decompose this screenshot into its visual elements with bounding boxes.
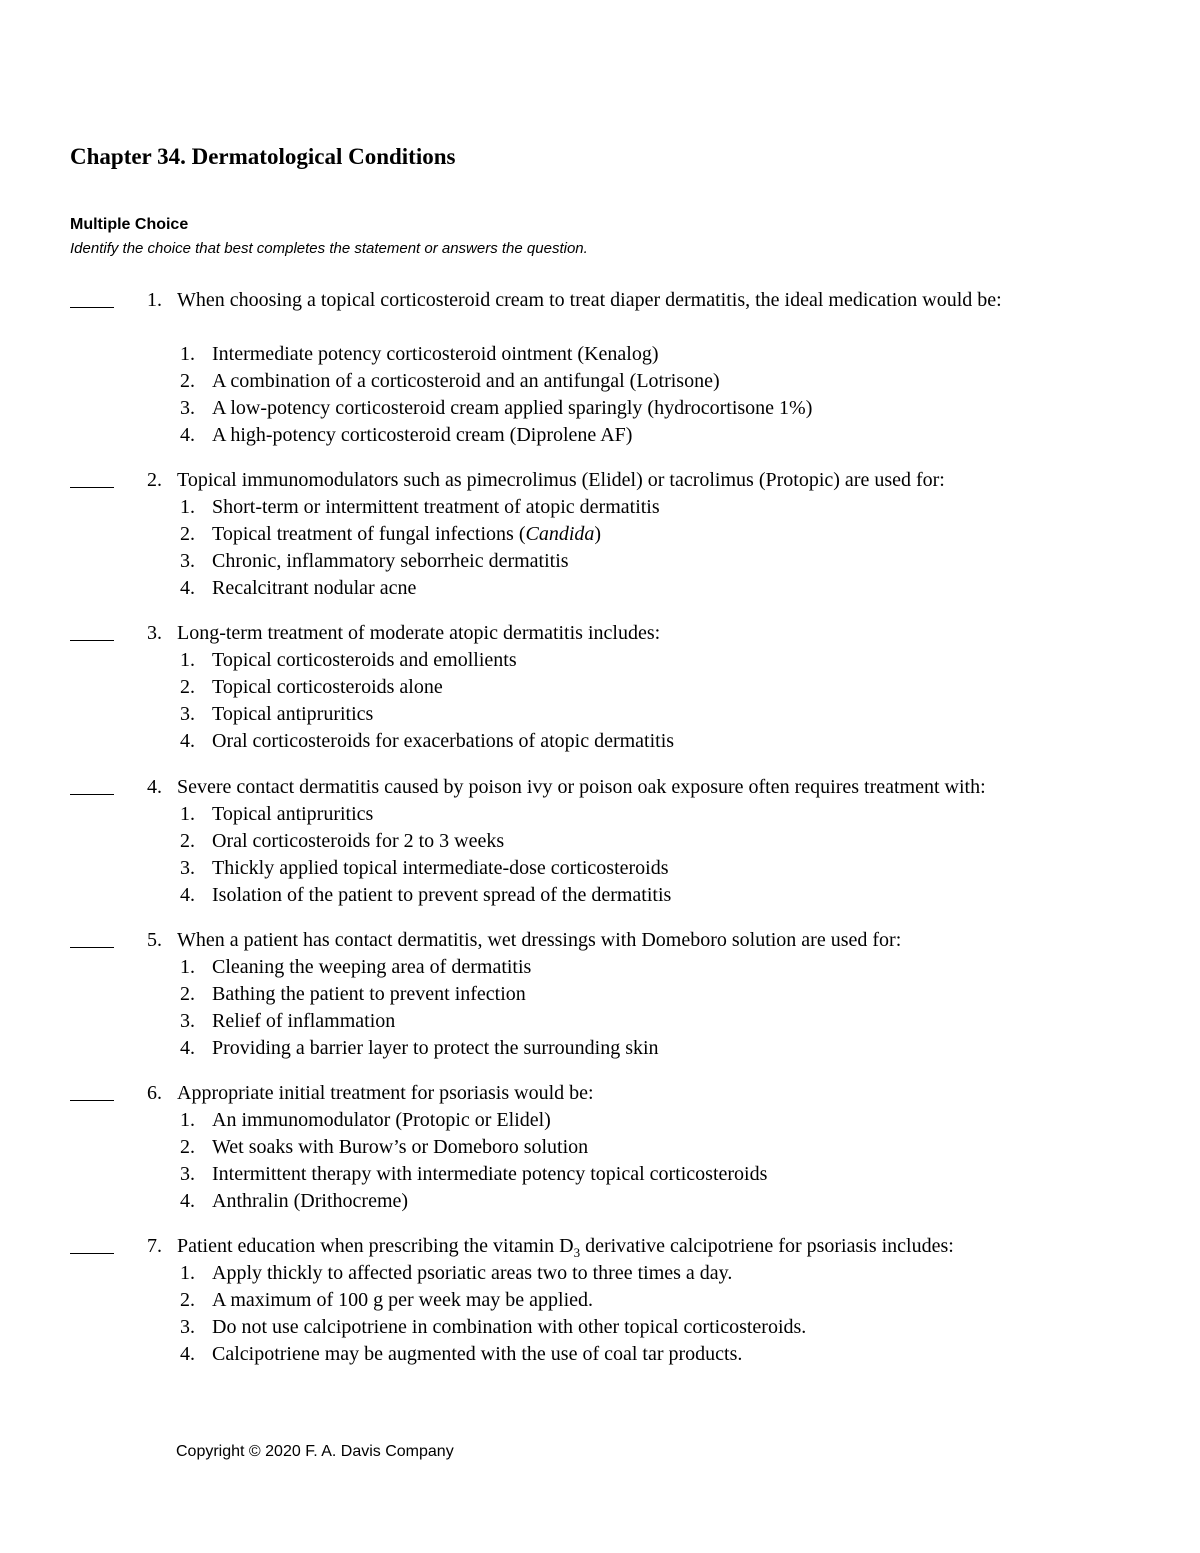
choice-item [70,855,1150,882]
choice-item [70,981,1150,1008]
choice-text: Do not use calcipotriene in combination with other topical corticosteroids. [212,1316,807,1338]
choice-item [70,828,1150,855]
answer-blank [70,774,114,795]
choice-number: 2. [180,370,195,392]
choice-number: 2. [180,1136,195,1158]
question-4 [70,774,1150,909]
choice-number: 4. [180,1190,195,1212]
choice-text: A combination of a corticosteroid and an antifungal (Lotrisone) [212,370,720,392]
choice-number: 1. [180,343,195,365]
choice-text-after: ) [594,523,602,545]
choice-item [70,1341,1150,1368]
choice-number: 3. [180,397,195,419]
choice-text: Topical antipruritics [212,703,374,725]
choice-number: 1. [180,803,195,825]
choice-list [70,1107,1150,1215]
choice-text: Oral corticosteroids for exacerbations of atopic dermatitis [212,730,675,752]
question-5 [70,927,1150,1062]
choice-item [70,1107,1150,1134]
answer-blank [70,287,114,308]
instructions: Identify the choice that best completes the statement or answers the question. [70,240,588,257]
choice-item [70,521,1150,548]
question-7 [70,1233,1150,1368]
choice-text: Wet soaks with Burow’s or Domeboro solution [212,1136,589,1158]
choice-text: Relief of inflammation [212,1010,396,1032]
choice-number: 2. [180,676,195,698]
question-number: 1. [147,289,162,311]
choice-text: Anthralin (Drithocreme) [212,1190,409,1212]
choice-list [70,801,1150,909]
choice-number: 3. [180,1316,195,1338]
choice-item [70,701,1150,728]
choice-number: 4. [180,577,195,599]
choice-item [70,801,1150,828]
choice-item [70,1035,1150,1062]
choice-number: 4. [180,1037,195,1059]
choice-text: Isolation of the patient to prevent spread of the dermatitis [212,884,672,906]
question-stem: Long-term treatment of moderate atopic dermatitis includes: [177,622,661,644]
choice-item [70,1188,1150,1215]
choice-number: 3. [180,1010,195,1032]
choice-item [70,395,1150,422]
choice-number: 1. [180,649,195,671]
choice-item [70,1008,1150,1035]
choice-text: Apply thickly to affected psoriatic areas two to three times a day. [212,1262,733,1284]
choice-text: Cleaning the weeping area of dermatitis [212,956,532,978]
choice-number: 1. [180,956,195,978]
choice-list [70,954,1150,1062]
question-number: 4. [147,776,162,798]
choice-item [70,1314,1150,1341]
question-stem [177,1233,1142,1260]
choice-text: Recalcitrant nodular acne [212,577,417,599]
choice-number: 1. [180,1262,195,1284]
choice-list [70,647,1150,755]
choice-number: 4. [180,1343,195,1365]
choice-text: Topical corticosteroids and emollients [212,649,517,671]
choice-number: 3. [180,1163,195,1185]
answer-blank [70,1233,114,1254]
question-1 [70,287,1150,449]
choice-item [70,341,1150,368]
choice-number: 2. [180,983,195,1005]
choice-number: 3. [180,857,195,879]
choice-text: A maximum of 100 g per week may be applied. [212,1289,594,1311]
choice-item [70,494,1150,521]
choice-text: An immunomodulator (Protopic or Elidel) [212,1109,551,1131]
choice-text: Intermittent therapy with intermediate potency topical corticosteroids [212,1163,768,1185]
chapter-title: Chapter 34. Dermatological Conditions [70,144,456,169]
choice-text: A high-potency corticosteroid cream (Diprolene AF) [212,424,633,446]
choice-text: Topical antipruritics [212,803,374,825]
choice-number: 2. [180,830,195,852]
copyright-footer: Copyright © 2020 F. A. Davis Company [176,1443,454,1460]
answer-blank [70,467,114,488]
choice-text: Calcipotriene may be augmented with the use of coal tar products. [212,1343,743,1365]
answer-blank [70,927,114,948]
choice-text: Intermediate potency corticosteroid ointment (Kenalog) [212,343,659,365]
choice-item [70,1260,1150,1287]
choice-list [70,341,1150,449]
question-number: 3. [147,622,162,644]
choice-item [70,575,1150,602]
choice-text: Short-term or intermittent treatment of atopic dermatitis [212,496,660,518]
question-3 [70,620,1150,755]
choice-item [70,1161,1150,1188]
question-6 [70,1080,1150,1215]
choice-text [212,521,601,548]
choice-item [70,954,1150,981]
question-number: 6. [147,1082,162,1104]
question-2 [70,467,1150,602]
choice-item [70,674,1150,701]
choice-text: Oral corticosteroids for 2 to 3 weeks [212,830,505,852]
choice-list [70,494,1150,602]
choice-text: Providing a barrier layer to protect the surrounding skin [212,1037,659,1059]
choice-number: 3. [180,550,195,572]
choice-number: 1. [180,1109,195,1131]
choice-item [70,1287,1150,1314]
choice-number: 2. [180,1289,195,1311]
choice-text: Topical corticosteroids alone [212,676,443,698]
choice-number: 4. [180,884,195,906]
question-stem: When a patient has contact dermatitis, wet dressings with Domeboro solution are used for: [177,929,902,951]
choice-text: Chronic, inflammatory seborrheic dermatitis [212,550,569,572]
choice-item [70,647,1150,674]
choice-list [70,1260,1150,1368]
question-stem: Severe contact dermatitis caused by poison ivy or poison oak exposure often requires treatment with: [177,776,986,798]
question-number: 5. [147,929,162,951]
question-stem: Appropriate initial treatment for psoriasis would be: [177,1082,594,1104]
choice-item [70,882,1150,909]
question-stem-before: Patient education when prescribing the vitamin D [177,1235,574,1257]
choice-text: A low-potency corticosteroid cream applied sparingly (hydrocortisone 1%) [212,397,813,419]
choice-item [70,368,1150,395]
question-stem: Topical immunomodulators such as pimecrolimus (Elidel) or tacrolimus (Protopic) are used for: [177,469,945,491]
answer-blank [70,1080,114,1101]
answer-blank [70,620,114,641]
choice-number: 4. [180,424,195,446]
choice-number: 3. [180,703,195,725]
question-stem: When choosing a topical corticosteroid cream to treat diaper dermatitis, the ideal medication would be: [177,289,1002,311]
choice-item [70,422,1150,449]
section-heading: Multiple Choice [70,216,189,233]
subscript-3: 3 [573,1245,581,1260]
question-stem-after: derivative calcipotriene for psoriasis includes: [580,1235,954,1257]
choice-text: Thickly applied topical intermediate-dose corticosteroids [212,857,669,879]
choice-item [70,548,1150,575]
question-number: 2. [147,469,162,491]
choice-item [70,1134,1150,1161]
choice-number: 2. [180,523,195,545]
choice-number: 1. [180,496,195,518]
choice-number: 4. [180,730,195,752]
organism-name: Candida [525,523,595,545]
choice-text: Bathing the patient to prevent infection [212,983,526,1005]
choice-text-before: Topical treatment of fungal infections ( [212,523,526,545]
question-number: 7. [147,1235,162,1257]
choice-item [70,728,1150,755]
